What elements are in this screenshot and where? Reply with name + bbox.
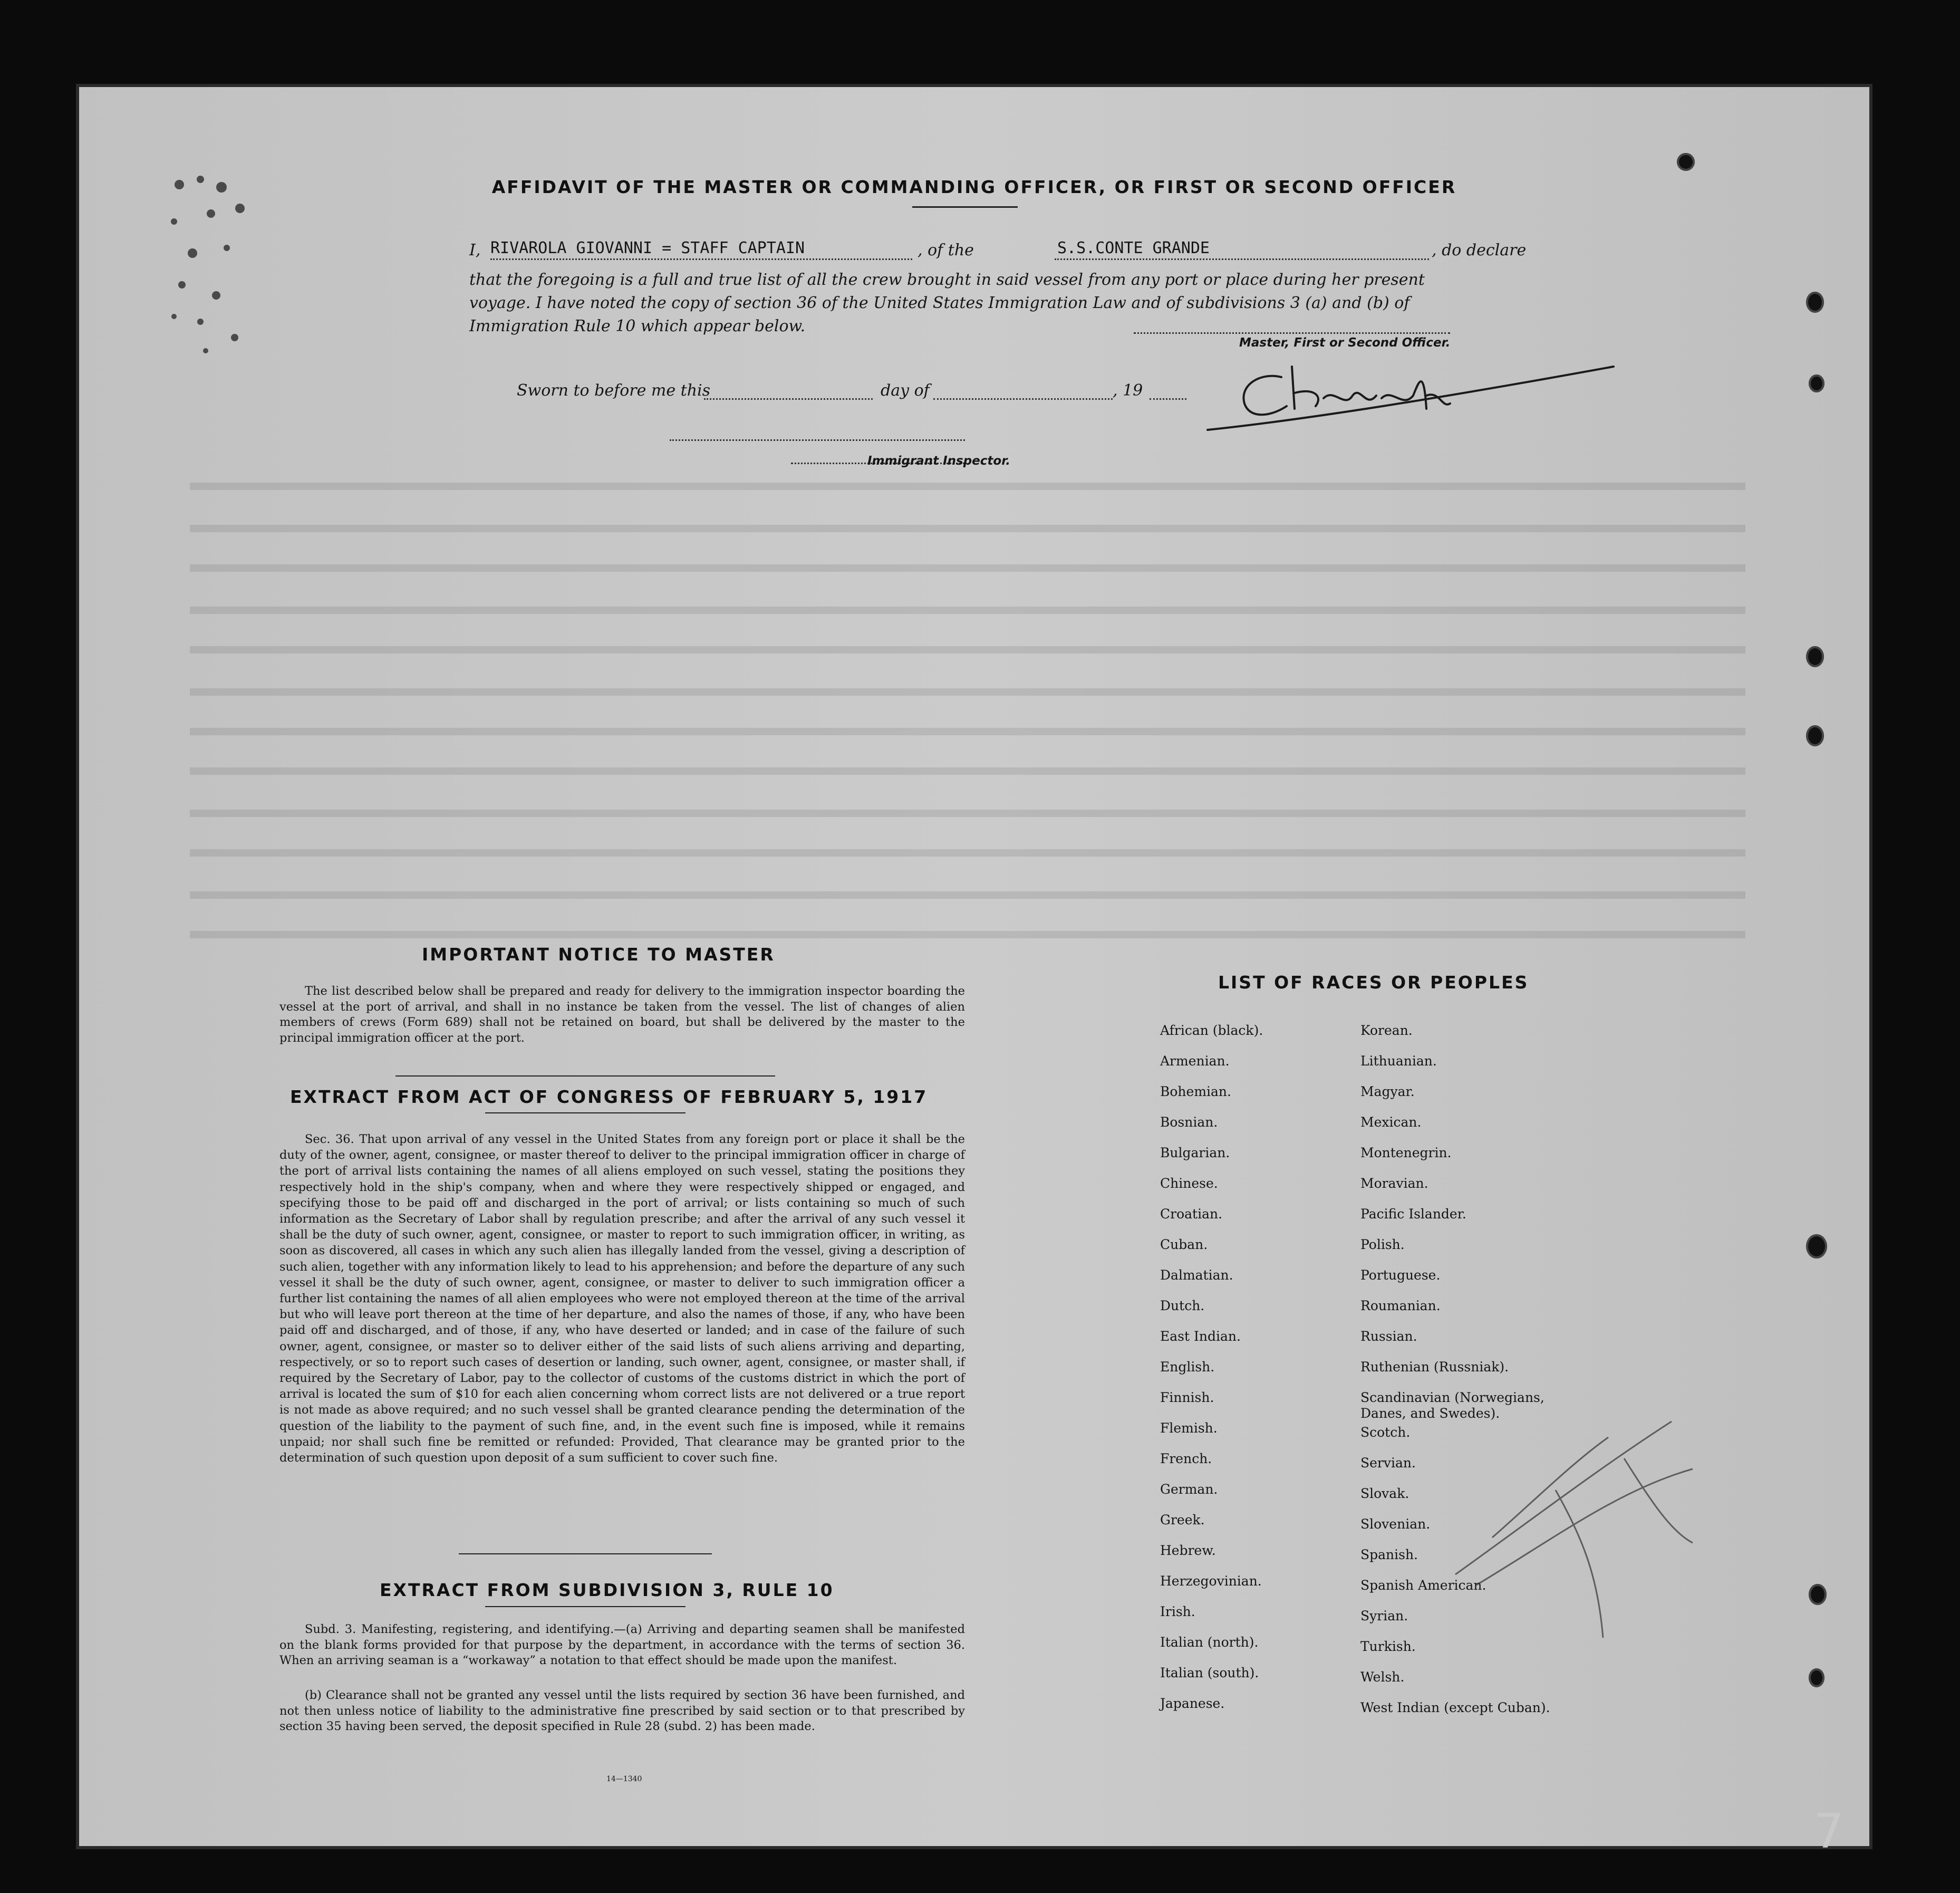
- handwritten-signature: [1202, 345, 1624, 435]
- race-item: West Indian (except Cuban).: [1360, 1700, 1550, 1715]
- race-item: Servian.: [1360, 1455, 1416, 1471]
- do-declare-label: , do declare: [1432, 241, 1527, 260]
- rule-divider: [485, 1606, 685, 1607]
- margin-page-mark: 7: [1814, 1804, 1845, 1859]
- race-item: French.: [1160, 1451, 1212, 1466]
- punch-hole: [1677, 153, 1695, 171]
- notice-title: IMPORTANT NOTICE TO MASTER: [422, 944, 775, 965]
- year-label: , 19: [1113, 381, 1143, 400]
- notice-divider: [395, 1075, 775, 1077]
- races-title: LIST OF RACES OR PEOPLES: [1218, 972, 1529, 993]
- race-item: Italian (north).: [1160, 1635, 1259, 1650]
- act-end-divider: [459, 1553, 712, 1554]
- act-divider: [485, 1112, 685, 1113]
- pencil-scribble: [1397, 1406, 1766, 1669]
- race-item: Dalmatian.: [1160, 1267, 1233, 1283]
- affidavit-title: AFFIDAVIT OF THE MASTER OR COMMANDING OFFICER, OR FIRST OR SECOND OFFICER: [491, 177, 1457, 197]
- race-item: Spanish American.: [1360, 1578, 1486, 1593]
- race-item: Mexican.: [1360, 1114, 1422, 1130]
- sworn-month-line: [933, 398, 1113, 400]
- day-of-label: day of: [881, 381, 930, 400]
- race-item: Finnish.: [1160, 1390, 1214, 1405]
- race-item: Welsh.: [1360, 1669, 1405, 1685]
- race-item: Scotch.: [1360, 1425, 1411, 1440]
- race-item: Bosnian.: [1160, 1114, 1218, 1130]
- title-underline: [912, 206, 1018, 208]
- vessel-name: S.S.CONTE GRANDE: [1057, 239, 1210, 257]
- race-item: Italian (south).: [1160, 1665, 1259, 1680]
- race-item: Cuban.: [1160, 1237, 1208, 1252]
- declarant-pronoun: I,: [469, 241, 481, 260]
- rule-extract-title: EXTRACT FROM SUBDIVISION 3, RULE 10: [380, 1580, 834, 1600]
- act-extract-text: Sec. 36. That upon arrival of any vessel in the United States from any foreign port or place it shall be the duty of the owner, agent, consignee, or master thereof to deliver to the principal immigration officer in charge of the port of arrival lists containing the names of all aliens employed on such vessel, stating the positions they respectively hold in the ship's company, when and where they were respectively shipped or engaged, and specifying those to be paid off and discharged in the port of arrival; or lists containing so much of such information as the Secretary of Labor shall by regulation prescribe; and after the arrival of any such vessel it shall be the duty of such owner, agent, consignee, or master to report to such immigration officer, in writing, as soon as discovered, all cases in which any such alien has illegally landed from the vessel, giving a description of such alien, together with any information likely to lead to his apprehension; and before the departure of any such vessel it shall be the duty of such owner, agent, consignee, or master to deliver to such immigration officer a further list containing the names of all alien employees who were not employed thereon at the time of the arrival but who will leave port thereon at the time of her departure, and also the names of those, if any, who have been paid off and discharged, and of those, if any, who have deserted or landed; and in case of the failure of such owner, agent, consignee, or master so to deliver either of the said lists of such aliens arriving and departing, respectively, or so to report such cases of desertion or landing, such owner, agent, consignee, or master shall, if required by the Secretary of Labor, pay to the collector of customs of the customs district in which the port of arrival is located the sum of $10 for each alien concerning whom correct lists are not delivered or a true report is not made as above required; and no such vessel shall be granted clearance pending the determination of the question of the liability to the payment of such fine, and, in the event such fine is imposed, while it remains unpaid; nor shall such fine be remitted or refunded: Provided, That clearance may be granted prior to the determination of such question upon deposit of a sum sufficient to cover such fine.: [279, 1132, 965, 1465]
- document-page: [79, 87, 1869, 1846]
- race-item: Greek.: [1160, 1512, 1205, 1527]
- race-item: Turkish.: [1360, 1639, 1416, 1654]
- vessel-line: [1055, 258, 1429, 260]
- sworn-day-line: [704, 398, 873, 400]
- sworn-year-line: [1150, 398, 1186, 400]
- race-item: Pacific Islander.: [1360, 1206, 1466, 1222]
- race-item: Moravian.: [1360, 1176, 1428, 1191]
- race-item: Ruthenian (Russniak).: [1360, 1359, 1509, 1375]
- affidavit-line-3: Immigration Rule 10 which appear below.: [469, 317, 806, 335]
- race-item: Armenian.: [1160, 1053, 1230, 1069]
- of-the-label: , of the: [918, 241, 974, 260]
- rule-para-b: (b) Clearance shall not be granted any vessel until the lists required by section 36 have been furnished, and not then unless notice of liability to the administrative fine prescribed by said section or to that prescribed by section 35 having been served, the deposit specified in Rule 28 (subd. 2) has been made.: [279, 1688, 965, 1733]
- signature-line: [1134, 332, 1450, 334]
- punch-hole: [1809, 1584, 1827, 1605]
- act-extract-title: EXTRACT FROM ACT OF CONGRESS OF FEBRUARY 5, 1917: [290, 1087, 928, 1107]
- race-item: Irish.: [1160, 1604, 1195, 1619]
- race-item: African (black).: [1160, 1023, 1263, 1038]
- affidavit-line-2: voyage. I have noted the copy of section 36 of the United States Immigration Law and of subdivisions 3 (a) and (b) of: [469, 294, 1410, 312]
- race-item: Portuguese.: [1360, 1267, 1441, 1283]
- inspector-line: [670, 439, 965, 441]
- punch-hole: [1806, 292, 1824, 313]
- punch-hole: [1806, 646, 1824, 667]
- race-item: Magyar.: [1360, 1084, 1415, 1099]
- race-item: Flemish.: [1160, 1420, 1218, 1436]
- race-item: English.: [1160, 1359, 1215, 1375]
- race-item: Slovak.: [1360, 1486, 1409, 1501]
- race-item: Polish.: [1360, 1237, 1405, 1252]
- punch-hole: [1809, 1668, 1824, 1687]
- affidavit-line-1: that the foregoing is a full and true list of all the crew brought in said vessel from any port or place during her present: [469, 271, 1425, 289]
- race-item: Korean.: [1360, 1023, 1413, 1038]
- inspector-caption: Immigrant Inspector.: [867, 454, 1010, 468]
- race-item: Bohemian.: [1160, 1084, 1231, 1099]
- punch-hole: [1806, 725, 1824, 746]
- race-item: Lithuanian.: [1360, 1053, 1437, 1069]
- race-item: Spanish.: [1360, 1547, 1418, 1562]
- signature-caption: Master, First or Second Officer.: [1239, 336, 1451, 350]
- race-item: Russian.: [1360, 1329, 1417, 1344]
- race-item: Hebrew.: [1160, 1543, 1216, 1558]
- declarant-line: [490, 258, 912, 260]
- race-item: Slovenian.: [1360, 1516, 1431, 1532]
- race-item: Bulgarian.: [1160, 1145, 1230, 1160]
- race-item: Croatian.: [1160, 1206, 1223, 1222]
- declarant-name: RIVAROLA GIOVANNI = STAFF CAPTAIN: [490, 239, 805, 257]
- race-item: Syrian.: [1360, 1608, 1408, 1623]
- race-item: Chinese.: [1160, 1176, 1218, 1191]
- race-item: Scandinavian (Norwegians, Danes, and Swedes).: [1360, 1390, 1544, 1421]
- notice-text: The list described below shall be prepared and ready for delivery to the immigration inspector boarding the vessel at the port of arrival, and shall in no instance be taken from the vessel. The list of changes of alien members of crews (Form 689) shall not be retained on board, but shall be delivered by the master to the principal immigration officer at the port.: [279, 984, 965, 1045]
- punch-hole: [1806, 1234, 1827, 1258]
- race-item: East Indian.: [1160, 1329, 1241, 1344]
- race-item: Herzegovinian.: [1160, 1573, 1262, 1589]
- race-item: Roumanian.: [1360, 1298, 1441, 1313]
- form-number: 14—1340: [606, 1775, 642, 1783]
- race-item: German.: [1160, 1482, 1218, 1497]
- punch-hole: [1809, 374, 1824, 392]
- sworn-label: Sworn to before me this: [517, 381, 711, 400]
- race-item: Dutch.: [1160, 1298, 1205, 1313]
- race-item: Japanese.: [1160, 1696, 1225, 1711]
- rule-para-a: Subd. 3. Manifesting, registering, and identifying.—(a) Arriving and departing seamen shall be manifested on the blank forms provided for that purpose by the department, in accordance with the terms of section 36. When an arriving seaman is a “workaway” a notation to that effect should be made upon the manifest.: [279, 1622, 965, 1667]
- race-item: Montenegrin.: [1360, 1145, 1452, 1160]
